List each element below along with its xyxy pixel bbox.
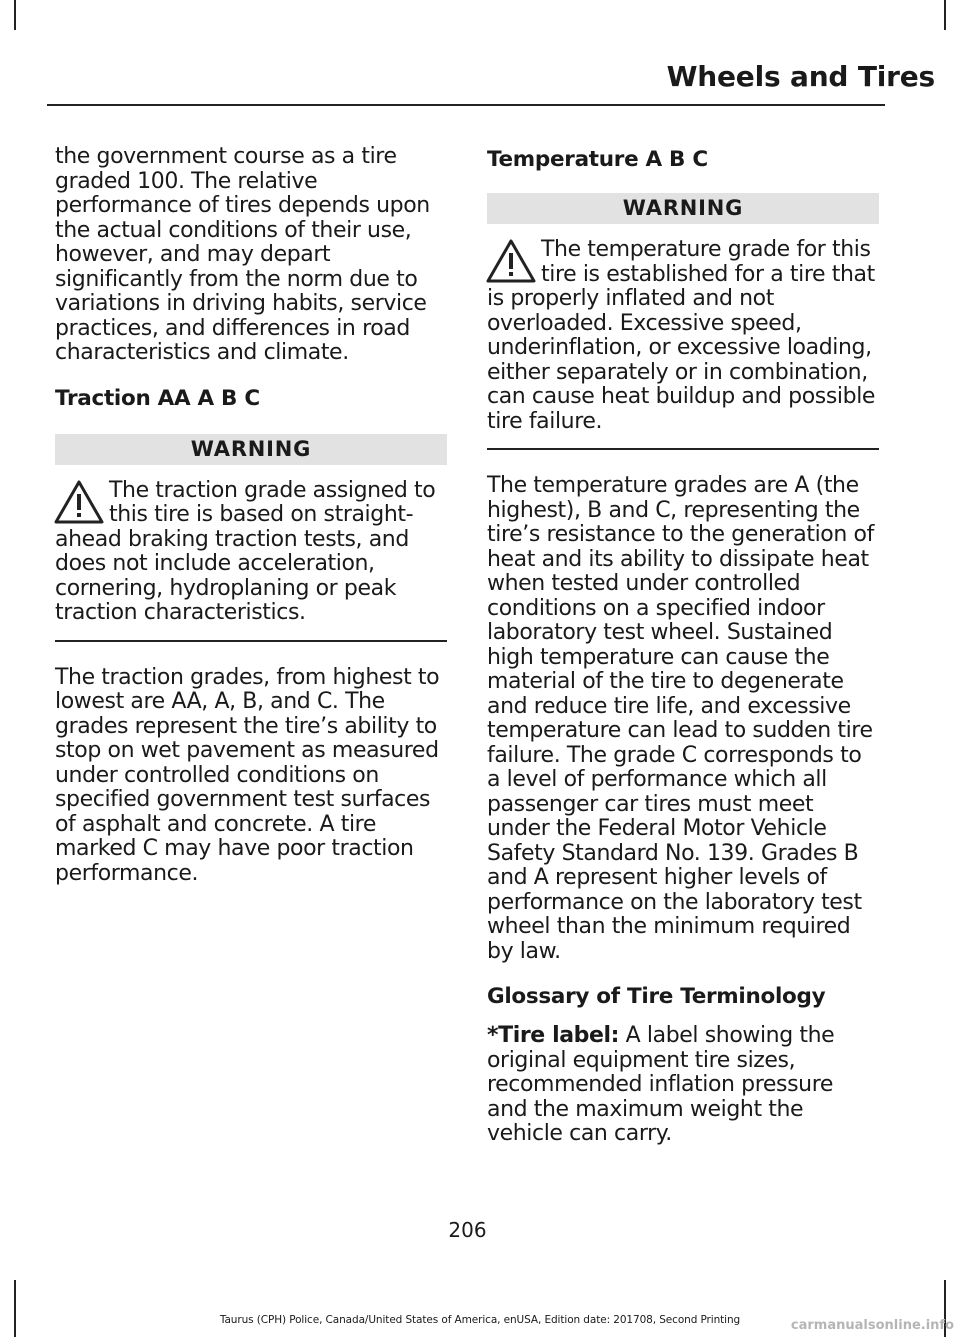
warning-label: WARNING <box>55 434 447 465</box>
edition-note: Taurus (CPH) Police, Canada/United States of America, enUSA, Edition date: 201708, Second Printing <box>219 1314 741 1326</box>
crop-mark-top-left <box>14 0 16 30</box>
glossary-entry <box>487 1024 879 1147</box>
glossary-definition: A label showing the original equipment tire sizes, recommended inflation pressure and the maximum weight the vehicle can carry. <box>487 1023 835 1146</box>
header-divider <box>47 104 885 106</box>
page-number: 206 <box>448 1218 487 1242</box>
left-column <box>55 145 447 886</box>
page-header-title: Wheels and Tires <box>666 60 935 93</box>
traction-paragraph: The traction grades, from highest to lowest are AA, A, B, and C. The grades represent the tire’s ability to stop on wet pavement as measured under controlled conditions on specified government test surfaces of asphalt and concrete. A tire marked C may have poor traction performance. <box>55 664 440 886</box>
warning-text: The temperature grade for this tire is established for a tire that is properly inflated and not overloaded. Excessive speed, underinflation, or excessive loading, either separately or in combination, can cause heat buildup and possible tire failure. <box>487 237 876 434</box>
temperature-warning <box>487 193 879 450</box>
temperature-heading: Temperature A B C <box>487 147 708 172</box>
warning-body <box>487 238 879 450</box>
warning-triangle-icon <box>53 479 105 525</box>
warning-triangle-icon <box>485 238 537 284</box>
intro-paragraph: the government course as a tire graded 100. The relative performance of tires depends upon the actual conditions of their use, however, and may depart significantly from the norm due to variations in driving habits, service practices, and differences in road characteristics and climate. <box>55 144 430 365</box>
crop-mark-top-right <box>944 0 946 30</box>
warning-body <box>55 479 447 642</box>
glossary-heading: Glossary of Tire Terminology <box>487 984 826 1009</box>
warning-text: The traction grade assigned to this tire is based on straight-ahead braking traction tests, and does not include acceleration, cornering, hydroplaning or peak traction characteristics. <box>55 477 436 625</box>
right-column <box>487 145 879 1147</box>
watermark: carmanualsonline.info <box>790 1318 954 1333</box>
traction-warning <box>55 434 447 642</box>
glossary-term: *Tire label: <box>487 1023 620 1048</box>
traction-heading: Traction AA A B C <box>55 385 260 411</box>
warning-label: WARNING <box>487 193 879 224</box>
crop-mark-bottom-left <box>14 1280 16 1337</box>
temperature-paragraph: The temperature grades are A (the highest), B and C, representing the tire’s resistance to the generation of heat and its ability to dissipate heat when tested under controlled conditions on a specified indoor laboratory test wheel. Sustained high temperature can cause the material of the tire to degenerate and reduce tire life, and excessive temperature can lead to sudden tire failure. The grade C corresponds to a level of performance which all passenger car tires must meet under the Federal Motor Vehicle Safety Standard No. 139. Grades B and A represent higher levels of performance on the laboratory test wheel than the minimum required by law. <box>487 473 874 964</box>
